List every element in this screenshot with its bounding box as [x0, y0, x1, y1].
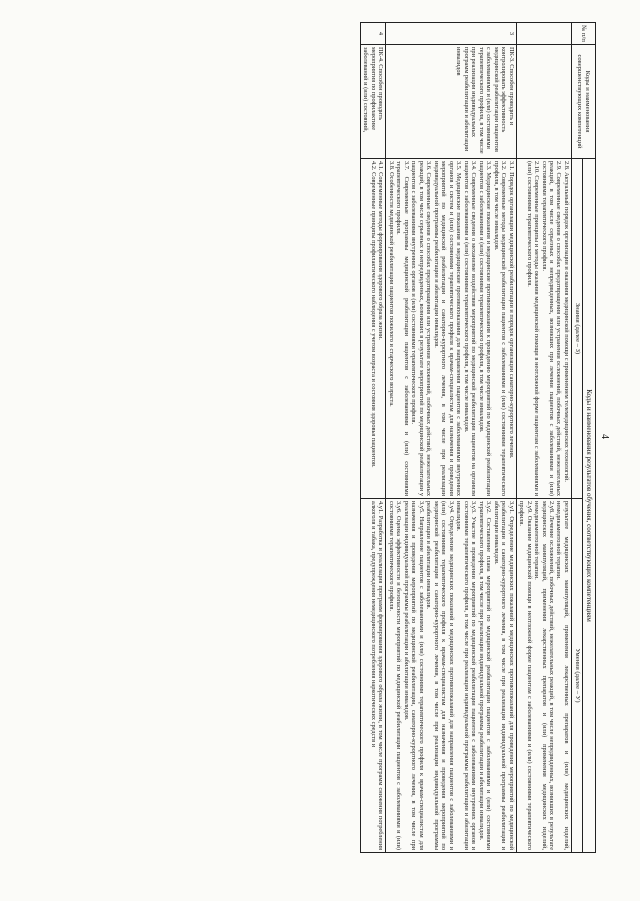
table-row — [516, 23, 571, 853]
knowledge-item: 2.10. Современные принципы и методы оказания медицинской помощи в неотложной форме пациентам с заболеваниями и (или) состояниями терапевтического профиля. — [525, 161, 541, 496]
knowledge-item: 3.1. Порядок организации медицинской реабилитации и порядок организации санаторно-курортного лечения. — [507, 161, 515, 459]
knowledge-item: 3.8. Особенности медицинской реабилитации пациентов пожилого и старческого возраста. — [387, 161, 395, 407]
skills-cell — [516, 499, 571, 853]
skill-item: 3.у1. Определение медицинских показаний и медицинских противопоказаний для проведения мероприятий по медицинской реабилитации и санаторно-курортного лечения, в том числе при реализации индивидуальной программы реабилитации и абилитации инвалидов. — [492, 501, 515, 851]
table-row — [360, 23, 385, 853]
competency-table — [360, 22, 596, 853]
skill-item: 3.у2. Составление плана мероприятий по медицинской реабилитации пациентов с заболеваниями и (или) состояниями терапевтического профиля, в том числе при реализации индивидуальной программы реабилитации и абилитации инвалидов. — [477, 501, 493, 851]
knowledge-cell — [516, 159, 571, 499]
skill-item: 2.у9. Оказание медицинской помощи в неотложной форме пациентам с заболеваниями и (или) состояниями терапевтического профиля. — [518, 501, 533, 851]
skill-item: 3.у3. Участие в проведении мероприятий по медицинской реабилитации пациентов с заболеваниями внутренних органов и состояниями терапевтического профиля, в том числе при реализации индивидуальной программы реабилитации и абилитации инвалидов. — [455, 501, 478, 851]
competency-cell: ПК-3. Способен проводить и контролировать эффективность медицинской реабилитации пациентов с заболеваниями и (или) состояниями терапевтического профиля, в том числе при реализации индивидуальных программ реабилитации и абилитации инвалидов — [386, 45, 516, 159]
table-row — [386, 23, 516, 853]
header-results-group: Коды и наименования результатов обучения, соответствующих компетенциям — [582, 159, 595, 853]
knowledge-item: 3.7. Современные программы медицинской реабилитации пациентов с заболеваниями и (или) состояниями терапевтического профиля. — [395, 161, 410, 496]
skill-item: 3.у5. Направление пациентов с заболеваниями и (или) состояниями терапевтического профиля к врачам-специалистам для назначения и проведения мероприятий по медицинской реабилитации, санаторно-курортного лечения, в том числе при реализации индивидуальной программы реабилитации и абилитации инвалидов. — [402, 501, 425, 851]
knowledge-item: 3.2. Современные методы медицинской реабилитации пациентов с заболеваниями и (или) состояниями терапевтического профиля, в том числе инвалидов. — [492, 161, 508, 496]
knowledge-item: 4.1. Современные методы формирования здорового образа жизни. — [377, 161, 385, 340]
skills-cell — [360, 499, 385, 853]
competency-cell — [516, 45, 571, 159]
knowledge-item: 3.3. Медицинские показания и медицинские противопоказания к проведению мероприятий по медицинской реабилитации пациентов с заболеваниями и (или) состояниями терапевтического профиля, в том числе инвалидов. — [477, 161, 493, 496]
skill-item: 4.у1. Разработка и реализация программ формирования здорового образа жизни, в том числе программ снижения потребления алкоголя и табака, предупреждения немедицинского потребления наркотических средств и — [369, 501, 385, 851]
rotated-content — [16, 16, 626, 876]
skill-item: 2.у8. Лечение осложнений, побочных действий, нежелательных реакций, в том числе непредвиденных, возникших в результате медицинских манипуляций, применения лекарственных препаратов и (или) применения медицинских изделий, немедикаментозной терапии. — [533, 501, 556, 851]
skill-item: 3.у6. Оценка эффективности и безопасности мероприятий по медицинской реабилитации пациентов с заболеваниями и (или) состояниями терапевтического профиля. — [387, 501, 403, 851]
header-skills: Умения (далее – У) — [571, 499, 582, 853]
competency-cell: ПК-4. Способен проводить мероприятия по профилактике заболеваний и (или) состояний, — [360, 45, 385, 159]
knowledge-item: 3.4. Современные сведения о механизме воздействия мероприятий по медицинской реабилитации пациентов на организм пациентов с заболеваниями и (или) состояниями терапевтического профиля, в том числе инвалидов. — [462, 161, 478, 496]
knowledge-cell — [386, 159, 516, 499]
knowledge-item: 3.5. Медицинские показания и медицинские противопоказания для направления пациентов с заболеваниями внутренних органов и систем и (или) состояниями терапевтического профиля к врачам-специалистам для назначения и проведения мероприятий по медицинской реабилитации и санаторно-курортного лечения, в том числе при реализации индивидуальной программы реабилитации и абилитации инвалидов. — [432, 161, 463, 496]
row-number: 4 — [360, 23, 385, 45]
header-knowledge: Знания (далее – З) — [571, 159, 582, 499]
header-num: № п/п — [571, 23, 595, 45]
knowledge-item: 3.6. Современные сведения о способах предотвращения или устранения осложнений, побочных действий, нежелательных реакций, в том числе серьезных и непредвиденных, возникших в результате мероприятий по медицинской реабилитации у пациентов с заболеваниями внутренних органов и (или) состояниями терапевтического профиля. — [410, 161, 433, 496]
knowledge-item: 2.9. Современные сведения о способах предотвращения или устранения осложнений, побочных действий, нежелательных реакций, в том числе серьезных и непредвиденных, возникших при лечении пациентов с заболеваниями и (или) состояниями терапевтического профиля. — [540, 161, 563, 496]
skill-item: 3.у4. Определение медицинских показаний и медицинских противопоказаний для направления пациентов с заболеваниями и (или) состояниями терапевтического профиля к врачам-специалистам для назначения и проведения мероприятий по медицинской реабилитации и санаторно-курортного лечения, в том числе при реализации индивидуальной программы реабилитации и абилитации инвалидов. — [425, 501, 455, 851]
skill-item: результате медицинских манипуляций, применения лекарственных препаратов и (или) медицинских изделий, немедикаментозной терапии. — [555, 501, 570, 851]
header-competency: Коды и наименования совершенствующих компетенций — [571, 45, 595, 159]
row-number — [516, 23, 571, 45]
page-number: 4 — [599, 434, 610, 439]
table-body — [360, 23, 571, 853]
knowledge-cell — [360, 159, 385, 499]
skills-cell — [386, 499, 516, 853]
knowledge-item: 2.8. Актуальный порядок организации и оказания медицинской помощи с применением телемедицинских технологий. — [562, 161, 570, 482]
knowledge-item: 4.2. Современные принципы профилактического наблюдения с учетом возраста и состояния здоровья пациентов. — [369, 161, 377, 468]
row-number: 3 — [386, 23, 516, 45]
